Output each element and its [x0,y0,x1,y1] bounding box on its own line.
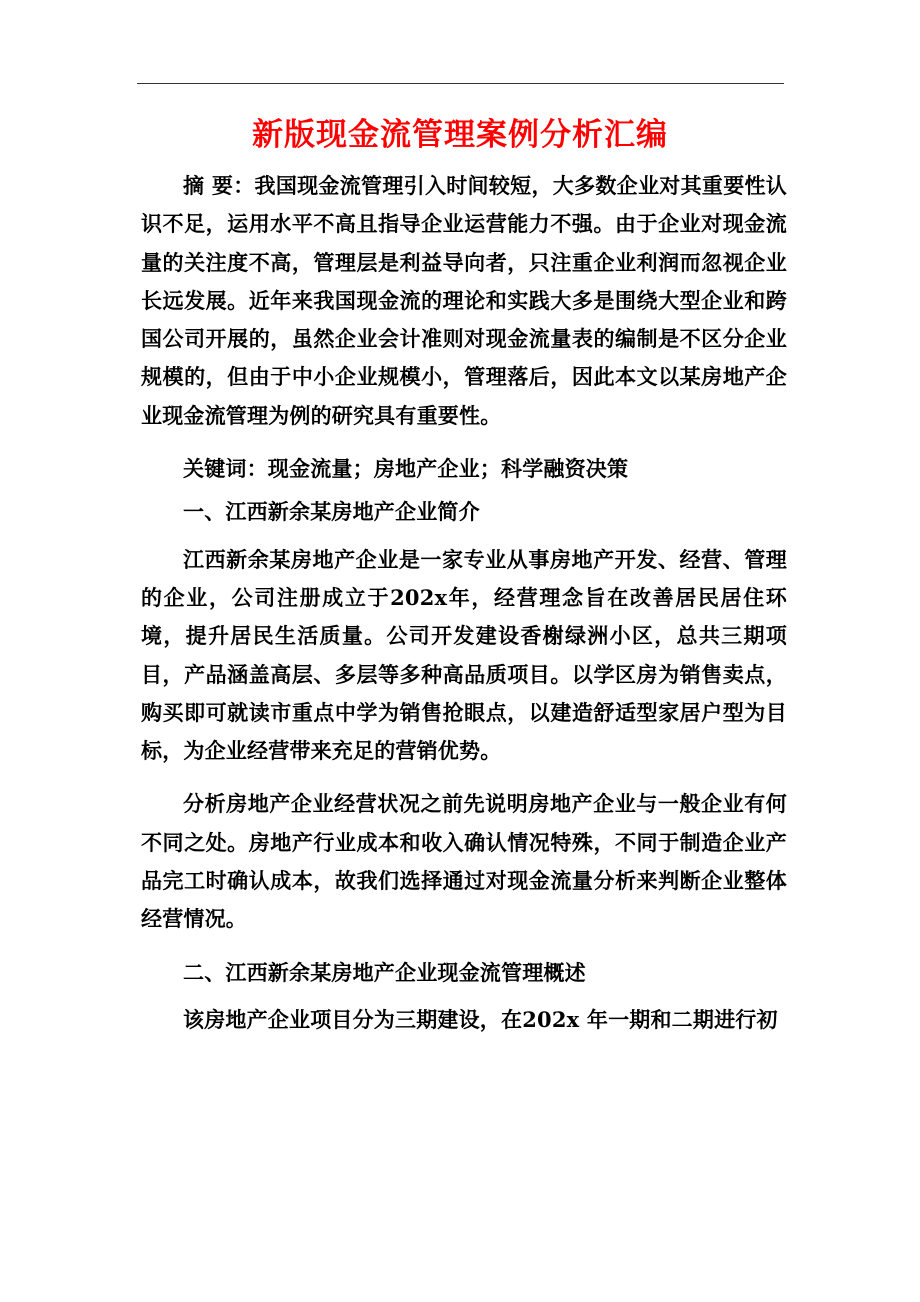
header-rule [137,83,784,84]
section-heading-2: 二、江西新余某房地产企业现金流管理概述 [183,959,586,985]
overview-paragraph: 该房地产企业项目分为三期建设，在202x 年一期和二期进行初 [183,1006,778,1032]
intro-paragraph-1: 江西新余某房地产企业是一家专业从事房地产开发、经营、管理的企业，公司注册成立于202x年，经营理念旨在改善居民居住环境，提升居民生活质量。公司开发建设香榭绿洲小区，总共三期项目，产品涵盖高层、多层等多种高品质项目。以学区房为销售卖点，购买即可就读市重点中学为销售抢眼点，以建造舒适型家居户型为目标，为企业经营带来充足的营销优势。 [141,546,787,764]
section-heading-1: 一、江西新余某房地产企业简介 [183,499,480,525]
document-body [141,167,787,1039]
intro-paragraph-2: 分析房地产企业经营状况之前先说明房地产企业与一般企业有何不同之处。房地产行业成本和收入确认情况特殊，不同于制造企业产品完工时确认成本，故我们选择通过对现金流量分析来判断企业整体经营情况。 [141,791,787,932]
abstract-paragraph: 摘 要：我国现金流管理引入时间较短，大多数企业对其重要性认识不足，运用水平不高且指导企业运营能力不强。由于企业对现金流量的关注度不高，管理层是利益导向者，只注重企业利润而忽视企业长远发展。近年来我国现金流的理论和实践大多是围绕大型企业和跨国公司开展的，虽然企业会计准则对现金流量表的编制是不区分企业规模的，但由于中小企业规模小，管理落后，因此本文以某房地产企业现金流管理为例的研究具有重要性。 [141,173,787,428]
keywords-paragraph: 关键词：现金流量；房地产企业；科学融资决策 [183,456,629,482]
document-title: 新版现金流管理案例分析汇编 [252,117,668,153]
